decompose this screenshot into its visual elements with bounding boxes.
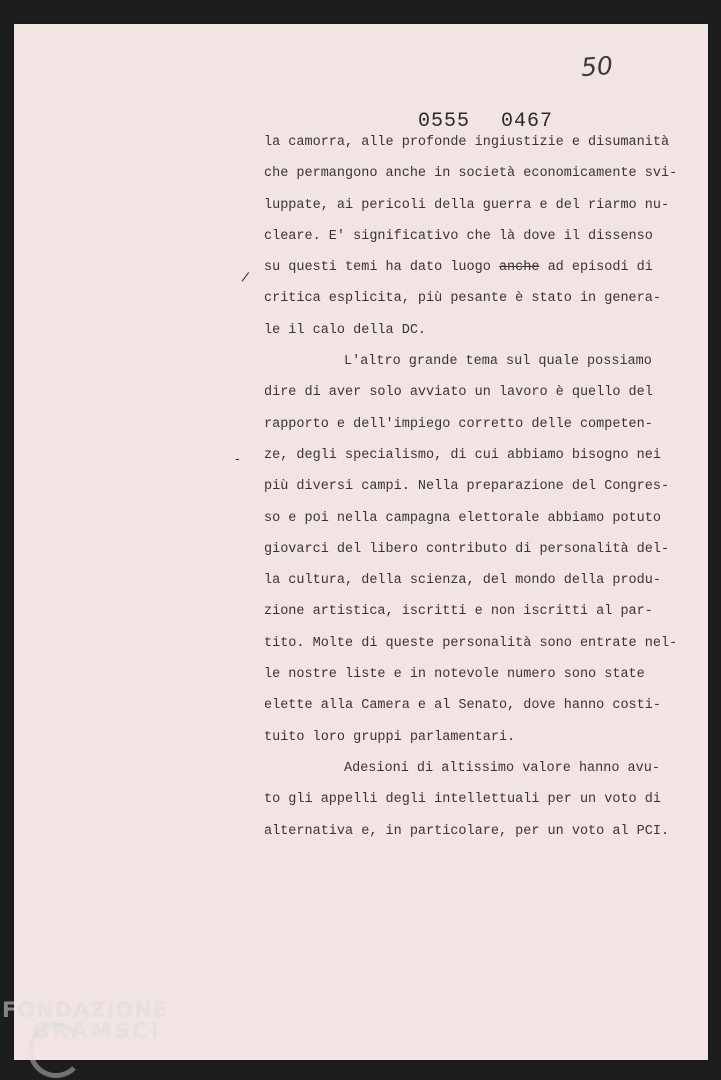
watermark-line-1: FONDAZIONE [2,998,169,1022]
text-line: ze, degli specialismo, di cui abbiamo bisogno nei [264,447,661,463]
archive-ref-part-1: 0555 [418,110,471,133]
text-line: zione artistica, iscritti e non iscritti al par- [264,604,653,620]
margin-dash-mark: - [235,452,240,467]
archive-ref-part-2: 0467 [501,110,554,133]
text-line: dire di aver solo avviato un lavoro è quello del [264,385,653,401]
text-line: le il calo della DC. [264,322,427,338]
text-line: più diversi campi. Nella preparazione del Congres- [264,479,670,495]
handwritten-page-number: 50 [580,50,614,83]
text-segment: ad episodi di [539,260,653,276]
text-line: le nostre liste e in notevole numero sono state [264,667,645,683]
text-line: alternativa e, in particolare, per un voto al PCI. [264,823,670,839]
text-line [264,256,653,287]
text-line: luppate, ai pericoli della guerra e del riarmo nu- [264,197,670,213]
text-line: la camorra, alle profonde ingiustizie e disumanità [264,135,670,150]
watermark-line-2: GRAMSCI [32,1019,162,1043]
text-line: tito. Molte di queste personalità sono entrate nel- [264,635,678,651]
archive-reference [418,110,571,133]
text-line: rapporto e dell'impiego corretto delle competen- [264,416,653,432]
struck-word: anche [498,260,540,276]
text-line: che permangono anche in società economicamente svi- [264,166,678,182]
text-line: so e poi nella campagna elettorale abbiamo potuto [264,510,661,526]
typewritten-text [264,131,678,851]
margin-tick-mark: / [240,269,250,286]
text-line: to gli appelli degli intellettuali per un voto di [264,792,661,808]
paragraph-start-line: L'altro grande tema sul quale possiamo [344,354,652,370]
text-line: giovarci del libero contributo di personalità del- [264,541,670,557]
text-line: cleare. E' significativo che là dove il dissenso [264,228,653,244]
watermark [2,1000,168,1042]
text-line: critica esplicita, più pesante è stato in genera- [264,291,661,307]
text-line: la cultura, della scienza, del mondo della produ- [264,573,661,589]
paragraph-start-line: Adesioni di altissimo valore hanno avu- [344,760,660,776]
text-segment: su questi temi ha dato luogo [264,260,499,276]
text-line: elette alla Camera e al Senato, dove hanno costi- [264,698,661,714]
text-line: tuito loro gruppi parlamentari. [264,729,516,745]
